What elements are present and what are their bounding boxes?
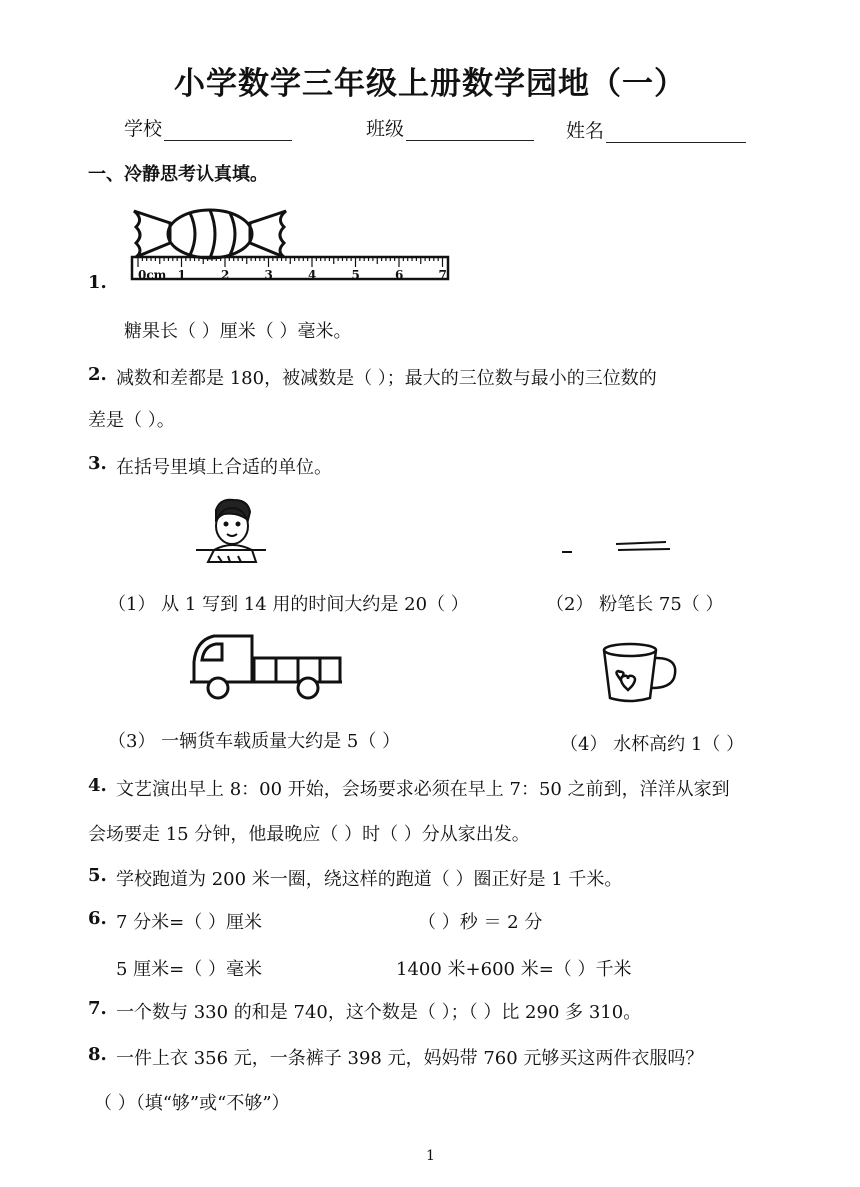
ruler-label: 0cm bbox=[138, 268, 167, 282]
q3-number: 3. bbox=[88, 453, 107, 474]
school-blank[interactable] bbox=[164, 122, 292, 141]
candy-icon bbox=[134, 210, 286, 258]
ruler-label: 2 bbox=[221, 268, 230, 282]
q8-line1: 一件上衣 356 元，一条裤子 398 元，妈妈带 760 元够买这两件衣服吗？ bbox=[116, 1048, 704, 1069]
q6-a[interactable]: 7 分米=（ ）厘米 bbox=[116, 912, 262, 933]
q3-item2[interactable]: （2） 粉笔长 75（ ） bbox=[546, 594, 724, 615]
q6-d[interactable]: 1400 米+600 米=（ ）千米 bbox=[396, 959, 632, 980]
q4-line1[interactable]: 文艺演出早上 8：00 开始，会场要求必须在早上 7：50 之前到，洋洋从家到 bbox=[116, 779, 730, 800]
q1-number: 1. bbox=[88, 272, 107, 293]
chalk-icon bbox=[560, 538, 680, 558]
ruler-label: 7 bbox=[438, 268, 447, 282]
q8-line2[interactable]: （ ）（填“够”或“不够”） bbox=[94, 1093, 290, 1114]
school-field[interactable] bbox=[124, 114, 292, 141]
ruler-label: 1 bbox=[177, 268, 186, 282]
q5-text[interactable]: 学校跑道为 200 米一圈，绕这样的跑道（ ）圈正好是 1 千米。 bbox=[116, 869, 623, 890]
ruler-label: 6 bbox=[395, 268, 404, 282]
cup-icon bbox=[600, 642, 682, 706]
name-label: 姓名 bbox=[566, 120, 605, 142]
q6-b[interactable]: （ ）秒 ＝ 2 分 bbox=[418, 912, 543, 933]
q5-number: 5. bbox=[88, 865, 107, 886]
class-label: 班级 bbox=[366, 118, 405, 140]
page-number: 1 bbox=[426, 1148, 435, 1164]
q6-c[interactable]: 5 厘米=（ ）毫米 bbox=[116, 959, 262, 980]
boy-writing-icon bbox=[196, 496, 266, 568]
q8-number: 8. bbox=[88, 1044, 107, 1065]
q4-line2[interactable]: 会场要走 15 分钟，他最晚应（ ）时（ ）分从家出发。 bbox=[88, 824, 530, 845]
q3-item3[interactable]: （3） 一辆货车载质量大约是 5（ ） bbox=[108, 731, 401, 752]
page-title: 小学数学三年级上册数学园地（一） bbox=[174, 66, 686, 102]
name-field[interactable] bbox=[566, 116, 746, 143]
name-blank[interactable] bbox=[606, 124, 746, 143]
ruler-label: 3 bbox=[264, 268, 273, 282]
q2-number: 2. bbox=[88, 364, 107, 385]
q2-line2[interactable]: 差是（ ）。 bbox=[88, 410, 175, 431]
school-label: 学校 bbox=[124, 118, 163, 140]
q7-number: 7. bbox=[88, 998, 107, 1019]
section-heading: 一、冷静思考认真填。 bbox=[88, 164, 268, 185]
q4-number: 4. bbox=[88, 775, 107, 796]
q6-number: 6. bbox=[88, 908, 107, 929]
truck-icon bbox=[190, 632, 342, 700]
q7-text[interactable]: 一个数与 330 的和是 740，这个数是（ ）；（ ）比 290 多 310。 bbox=[116, 1002, 642, 1023]
q3-text: 在括号里填上合适的单位。 bbox=[116, 457, 332, 478]
class-field[interactable] bbox=[366, 114, 534, 141]
ruler-label: 4 bbox=[308, 268, 317, 282]
q3-item4[interactable]: （4） 水杯高约 1（ ） bbox=[560, 734, 745, 755]
q3-item1[interactable]: （1） 从 1 写到 14 用的时间大约是 20（ ） bbox=[108, 594, 469, 615]
class-blank[interactable] bbox=[406, 122, 534, 141]
ruler-label: 5 bbox=[351, 268, 360, 282]
q1-text[interactable]: 糖果长（ ）厘米（ ）毫米。 bbox=[124, 321, 352, 342]
candy-ruler-illustration bbox=[130, 205, 450, 285]
q2-line1[interactable]: 减数和差都是 180，被减数是（ ）；最大的三位数与最小的三位数的 bbox=[116, 368, 657, 389]
